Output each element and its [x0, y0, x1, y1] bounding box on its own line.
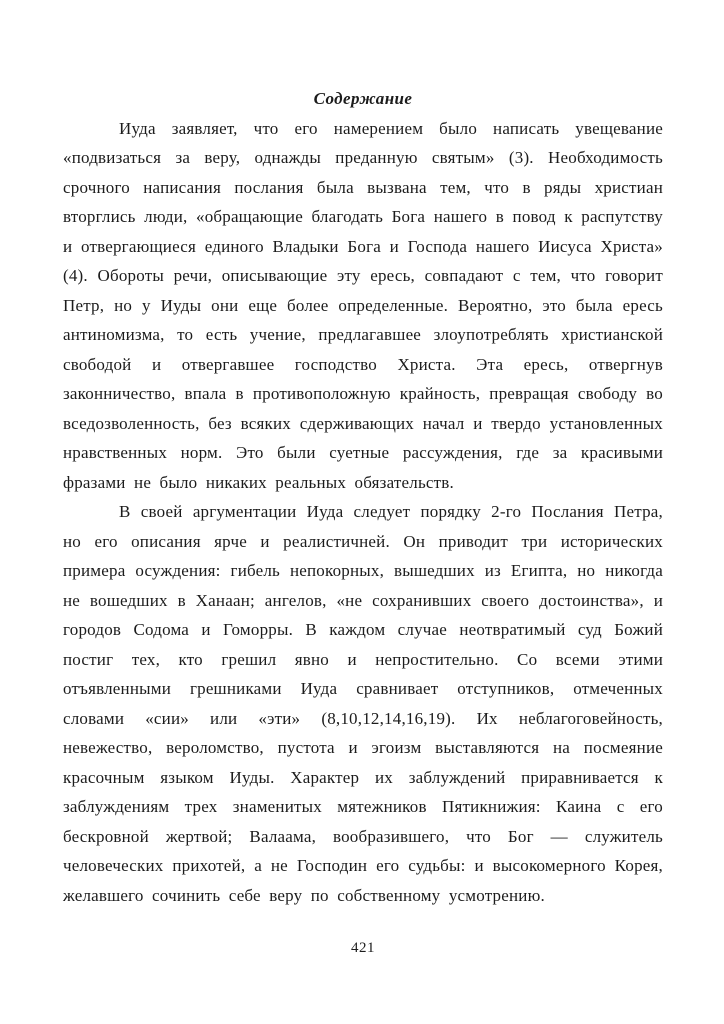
page-number: 421	[351, 940, 375, 956]
section-title: Содержание	[313, 89, 413, 108]
paragraph-1: Иуда заявляет, что его намерением было написать увещевание «подвизаться за веру, однажды преданную святым» (3). Необходимость срочного написания послания была вызвана тем, что в ряды христиан вторглись люди, «обращающие благодать Бога нашего в повод к распутству и отвергающиеся единого Владыки Бога и Господа нашего Иисуса Христа» (4). Обороты речи, описывающие эту ересь, совпадают с тем, что говорит Петр, но у Иуды они еще более определенные. Вероятно, это была ересь антиномизма, то есть учение, предлагавшее злоупотреблять христианской свободой и отвергавшее господство Христа. Эта ересь, отвергнув законничество, впала в противоположную крайность, превращая свободу во вседозволенность, без всяких сдерживающих начал и твердо установленных нравственных норм. Это были суетные рассуждения, где за красивыми фразами не было никаких реальных обязательств.	[63, 118, 663, 492]
page-content	[63, 84, 663, 910]
paragraph-2: В своей аргументации Иуда следует порядку 2-го Послания Петра, но его описания ярче и реалистичней. Он приводит три исторических примера осуждения: гибель непокорных, вышедших из Египта, но никогда не вошедших в Ханаан; ангелов, «не сохранивших своего достоинства», и городов Содома и Гоморры. В каждом случае неотвратимый суд Божий постиг тех, кто грешил явно и непростительно. Со всеми этими отъявленными грешниками Иуда сравнивает отступников, отмеченных словами «сии» или «эти» (8,10,12,14,16,19). Их неблагоговейность, невежество, вероломство, пустота и эгоизм выставляются на посмеяние красочным языком Иуды. Характер их заблуждений приравнивается к заблуждениям трех знаменитых мятежников Пятикнижия: Каина с его бескровной жертвой; Валаама, вообразившего, что Бог — служитель человеческих прихотей, а не Господин его судьбы: и высокомерного Корея, желавшего сочинить себе веру по собственному усмотрению.	[63, 502, 663, 905]
